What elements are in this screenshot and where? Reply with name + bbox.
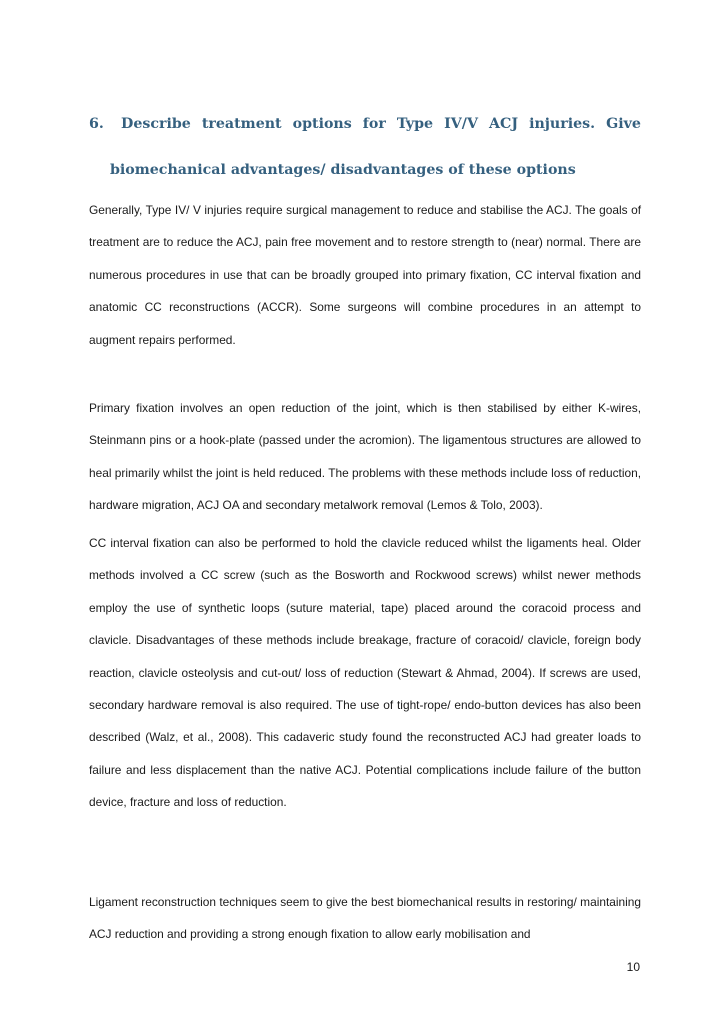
paragraph-primary-fixation: Primary fixation involves an open reduction of the joint, which is then stabilised by either K-wires, Steinmann pins or a hook-plate (passed under the acromion). The ligamentous structures are allowed to heal primarily whilst the joint is held reduced. The problems with these methods include loss of reduction, hardware migration, ACJ OA and secondary metalwork removal (Lemos & Tolo, 2003). [89,401,641,513]
heading-word: Give [606,116,641,132]
section-heading [89,101,641,193]
heading-word: Describe [121,116,191,132]
heading-word: IV/V [444,116,478,132]
paragraph-cc-interval-fixation: CC interval fixation can also be performed to hold the clavicle reduced whilst the ligaments heal. Older methods involved a CC screw (such as the Bosworth and Rockwood screws) whilst newer methods employ the use of synthetic loops (suture material, tape) placed around the coracoid process and clavicle. Disadvantages of these methods include breakage, fracture of coracoid/ clavicle, foreign body reaction, clavicle osteolysis and cut-out/ loss of reduction (Stewart & Ahmad, 2004). If screws are used, secondary hardware removal is also required. The use of tight-rope/ endo-button devices has also been described (Walz, et al., 2008). This cadaveric study found the reconstructed ACJ had greater loads to failure and less displacement than the native ACJ. Potential complications include failure of the button device, fracture and loss of reduction. [89,536,641,810]
paragraph-surgical-management: Generally, Type IV/ V injuries require surgical management to reduce and stabilise the ACJ. The goals of treatment are to reduce the ACJ, pain free movement and to restore strength to (near) normal. There are numerous procedures in use that can be broadly grouped into primary fixation, CC interval fixation and anatomic CC reconstructions (ACCR). Some surgeons will combine procedures in an attempt to augment repairs performed. [89,203,641,347]
heading-word: Type [396,116,434,132]
page-number: 10 [626,960,640,974]
paragraph-ligament-reconstruction: Ligament reconstruction techniques seem to give the best biomechanical results in restoring/ maintaining ACJ reduction and providing a strong enough fixation to allow early mobilisation and [89,895,641,942]
heading-line-2: biomechanical advantages/ disadvantages of these options [110,162,576,178]
heading-number: 6. [89,116,104,132]
heading-word: injuries. [529,116,596,132]
heading-word: ACJ [489,116,519,132]
heading-word: for [362,116,386,132]
heading-word: treatment [201,116,282,132]
heading-word: options [292,116,352,132]
heading-line-1 [89,101,641,147]
